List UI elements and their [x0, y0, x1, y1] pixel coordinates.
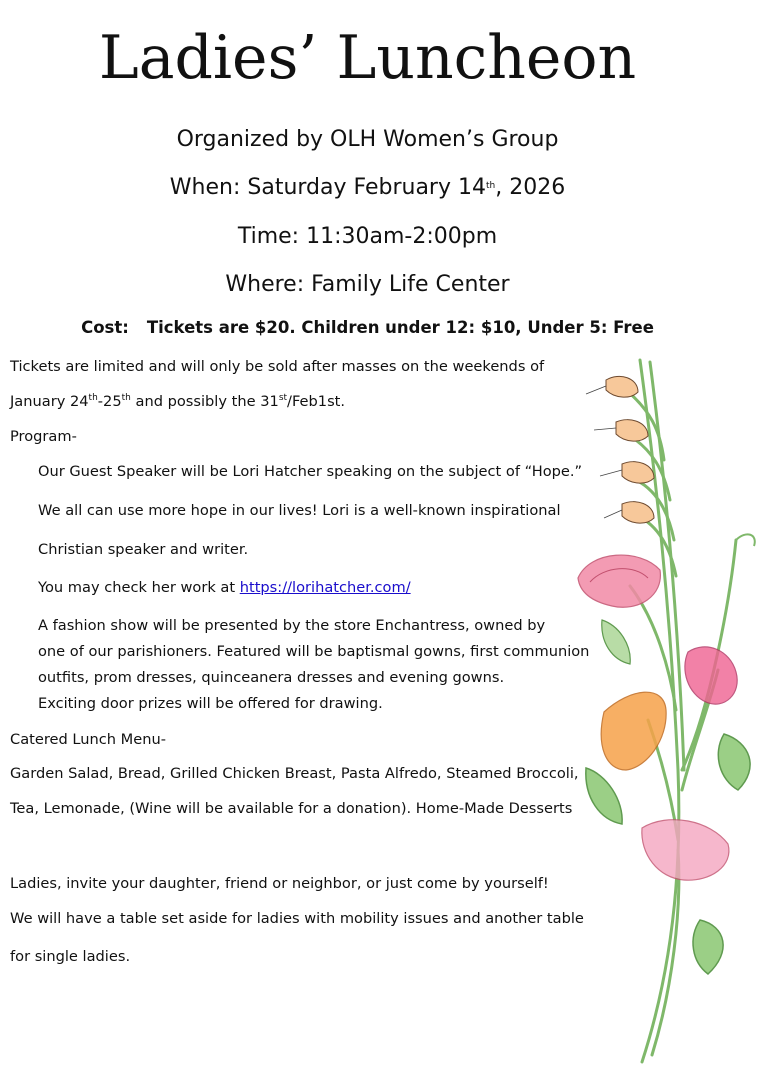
speaker-line-3: Christian speaker and writer. — [38, 541, 249, 558]
speaker-website-link[interactable]: https://lorihatcher.com/ — [239, 579, 411, 596]
curl-tendril — [736, 534, 755, 546]
leaf-small — [602, 620, 630, 664]
tickets-line-1: Tickets are limited and will only be sold after masses on the weekends of — [10, 358, 545, 375]
bud-stamens — [586, 386, 622, 518]
invite-line-2: We will have a table set aside for ladies with mobility issues and another table — [10, 910, 584, 927]
page-title: Ladies’ Luncheon — [98, 23, 637, 93]
pink-flower-lower — [642, 820, 729, 880]
leaf-right-upper — [718, 734, 750, 790]
where-line: Where: Family Life Center — [225, 272, 510, 297]
menu-line-1: Garden Salad, Bread, Grilled Chicken Breast, Pasta Alfredo, Steamed Broccoli, — [10, 765, 579, 782]
when-text: When: Saturday February 14 — [169, 175, 486, 200]
check-work-text: You may check her work at — [38, 579, 240, 596]
program-heading: Program- — [10, 428, 77, 445]
menu-heading: Catered Lunch Menu- — [10, 731, 167, 748]
magenta-flower — [685, 647, 737, 704]
tickets-date-c: and possibly the 31 — [130, 393, 279, 410]
invite-line-3: for single ladies. — [10, 948, 131, 965]
fashion-line-4: Exciting door prizes will be offered for drawing. — [38, 695, 383, 712]
leaf-left — [586, 768, 622, 824]
time-line: Time: 11:30am-2:00pm — [237, 224, 498, 249]
tickets-sup-a: th — [88, 393, 98, 403]
menu-line-2: Tea, Lemonade, (Wine will be available for a donation). Home-Made Desserts — [10, 800, 573, 817]
cost-label: Cost: — [81, 318, 129, 337]
leaf-right-lower — [693, 920, 723, 974]
tickets-sup-b: th — [121, 393, 131, 403]
when-superscript: th — [485, 181, 496, 191]
tickets-date-d: /Feb1st. — [287, 393, 346, 410]
cost-text: Tickets are $20. Children under 12: $10, Under 5: Free — [146, 318, 654, 337]
tickets-date-b: -25 — [97, 393, 122, 410]
orange-flower — [601, 692, 666, 770]
cost-line — [0, 316, 735, 340]
tickets-sup-c: st — [278, 393, 288, 403]
tickets-date-a: January 24 — [10, 393, 89, 410]
when-line — [0, 174, 735, 202]
fashion-line-1: A fashion show will be presented by the store Enchantress, owned by — [38, 617, 546, 634]
speaker-line-2: We all can use more hope in our lives! Lori is a well-known inspirational — [38, 502, 561, 519]
flower-bouquet-illustration — [560, 350, 760, 1070]
fashion-line-2: one of our parishioners. Featured will be baptismal gowns, first communion — [38, 643, 590, 660]
when-year: , 2026 — [495, 175, 566, 200]
fashion-line-3: outfits, prom dresses, quinceanera dresses and evening gowns. — [38, 669, 505, 686]
organizer-line: Organized by OLH Women’s Group — [176, 127, 559, 152]
speaker-line-1: Our Guest Speaker will be Lori Hatcher speaking on the subject of “Hope.” — [38, 463, 583, 480]
check-work-line — [38, 578, 411, 598]
tickets-line-2 — [10, 392, 345, 412]
invite-line-1: Ladies, invite your daughter, friend or neighbor, or just come by yourself! — [10, 875, 549, 892]
